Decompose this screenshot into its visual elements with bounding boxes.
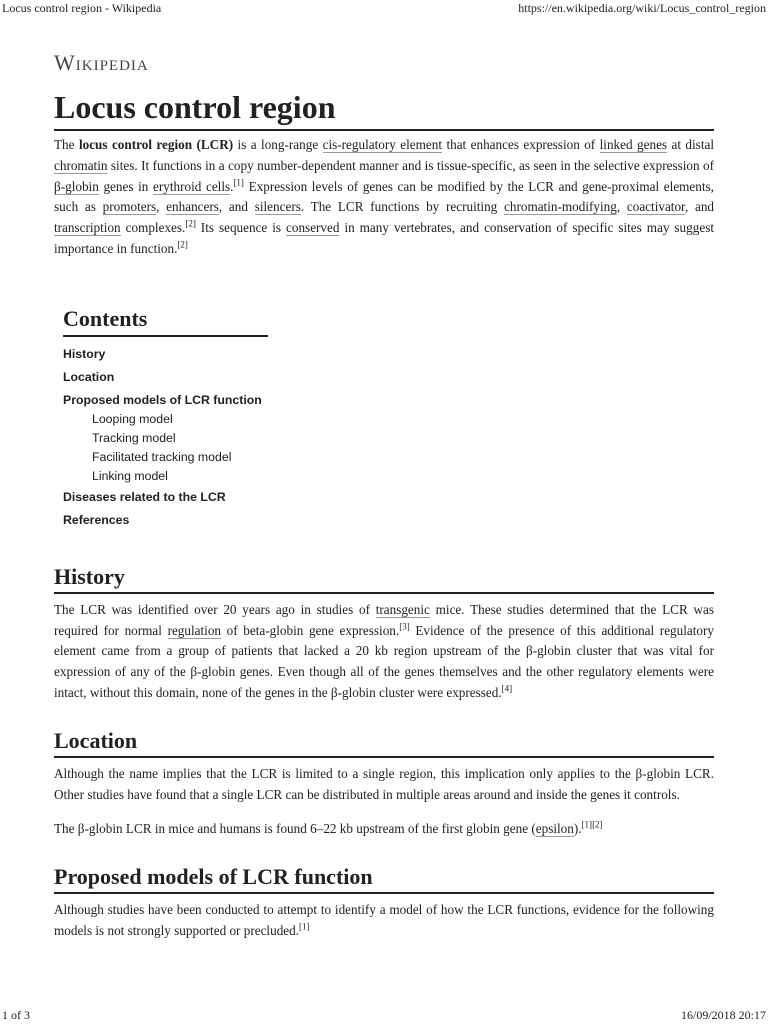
citation-2[interactable]: [2]	[177, 239, 188, 250]
wikipedia-logo[interactable]: Wikipedia	[54, 50, 149, 75]
toc-item-looping-model[interactable]: Looping model	[92, 411, 173, 426]
link-chromatin[interactable]: chromatin	[54, 157, 108, 173]
location-text: ).	[573, 821, 582, 837]
lead-text: ,	[616, 199, 627, 215]
lead-text: in many vertebrates, and conservation of specific sites may suggest importance in function.	[54, 220, 714, 256]
link-coactivator[interactable]: coactivator	[626, 199, 685, 215]
toc-item-proposed-models[interactable]: Proposed models of LCR function	[63, 392, 262, 407]
lead-text: ,	[156, 199, 167, 215]
citation-1[interactable]: [1]	[299, 921, 310, 932]
link-cis-regulatory-element[interactable]: cis-regulatory element	[322, 137, 443, 152]
link-enhancers[interactable]: enhancers	[166, 199, 219, 215]
history-text: mice. These studies determined that the LCR was required for normal	[54, 601, 714, 638]
history-text: Evidence of the presence of this additional regulatory element came from a group of patients that lacked a 20 kb region upstream of the β-globin cluster that was vital for expression of any of the β-globin genes. Even though all of the genes themselves and the other regulatory elements were intact, without this domain, none of the genes in the β-globin cluster were expressed.	[54, 622, 715, 700]
print-header	[0, 0, 768, 16]
location-paragraph-2	[54, 819, 714, 840]
lead-paragraph	[54, 135, 714, 260]
link-silencers[interactable]: silencers	[254, 199, 301, 215]
toc-item-history[interactable]: History	[63, 346, 106, 361]
heading-proposed-models: Proposed models of LCR function	[54, 864, 714, 894]
link-chromatin-modifying[interactable]: chromatin-modifying	[504, 199, 617, 215]
link-regulation[interactable]: regulation	[167, 622, 222, 638]
lead-text: , and	[218, 199, 255, 215]
citation-2[interactable]: [2]	[185, 218, 196, 229]
lead-text: , and	[684, 199, 715, 215]
citation-1[interactable]: [1]	[581, 819, 593, 830]
lead-text: at distal	[667, 137, 714, 152]
print-datetime: 16/09/2018 20:17	[680, 1008, 766, 1022]
citation-1[interactable]: [1]	[233, 177, 244, 188]
link-transgenic[interactable]: transgenic	[375, 601, 430, 617]
link-promoters[interactable]: promoters	[102, 199, 157, 215]
lead-text: genes in	[98, 178, 153, 194]
lead-term: locus control region (LCR)	[78, 137, 234, 152]
lead-text: . The LCR functions by recruiting	[300, 199, 505, 215]
table-of-contents	[63, 306, 268, 532]
link-conserved[interactable]: conserved	[286, 220, 340, 236]
toc-title: Contents	[63, 306, 268, 337]
article	[54, 50, 714, 942]
lead-text: Expression levels of genes can be modified by the LCR and gene-proximal elements, such as	[54, 178, 714, 215]
page-title: Locus control region	[54, 88, 714, 131]
citation-2[interactable]: [2]	[592, 819, 603, 830]
link-transcription[interactable]: transcription	[54, 220, 121, 236]
print-header-url: https://en.wikipedia.org/wiki/Locus_control_region	[518, 1, 766, 15]
link-linked-genes[interactable]: linked genes	[599, 137, 668, 152]
history-text: The LCR was identified over 20 years ago in studies of	[54, 601, 376, 617]
citation-3[interactable]: [3]	[399, 621, 410, 632]
link-erythroid-cells[interactable]: erythroid cells	[153, 178, 231, 194]
toc-item-tracking-model[interactable]: Tracking model	[92, 430, 176, 445]
toc-item-linking-model[interactable]: Linking model	[92, 468, 168, 483]
models-text: Although studies have been conducted to attempt to identify a model of how the LCR functions, evidence for the following models is not strongly supported or precluded.	[54, 902, 714, 938]
toc-item-facilitated-tracking-model[interactable]: Facilitated tracking model	[92, 449, 232, 464]
print-footer	[0, 1006, 768, 1024]
link-beta-globin[interactable]: β-globin	[54, 178, 99, 194]
heading-location: Location	[54, 728, 714, 758]
lead-text: is a long-range	[233, 137, 323, 152]
toc-item-diseases[interactable]: Diseases related to the LCR	[63, 489, 226, 504]
models-paragraph	[54, 900, 714, 942]
heading-history: History	[54, 564, 714, 594]
lead-text: that enhances expression of	[442, 137, 600, 152]
lead-text: Its sequence is	[195, 220, 287, 236]
lead-text: The	[54, 137, 79, 152]
citation-4[interactable]: [4]	[501, 683, 513, 694]
history-paragraph	[54, 600, 714, 704]
lead-text: .	[230, 178, 234, 194]
lead-text: complexes.	[120, 220, 186, 236]
toc-item-location[interactable]: Location	[63, 369, 115, 384]
toc-item-references[interactable]: References	[63, 512, 130, 527]
page-number: 1 of 3	[2, 1008, 30, 1022]
history-text: of beta-globin gene expression.	[221, 622, 400, 638]
link-epsilon[interactable]: epsilon	[535, 821, 574, 837]
location-text: The β-globin LCR in mice and humans is found 6–22 kb upstream of the first globin gene (	[54, 821, 536, 837]
print-header-title: Locus control region - Wikipedia	[2, 1, 162, 15]
location-paragraph-1: Although the name implies that the LCR is limited to a single region, this implication only applies to the β-globin LCR. Other studies have found that a single LCR can be distributed in multiple areas around and inside the genes it controls.	[54, 765, 714, 802]
lead-text: sites. It functions in a copy number-dependent manner and is tissue-specific, as seen in the selective expression of	[107, 157, 714, 173]
